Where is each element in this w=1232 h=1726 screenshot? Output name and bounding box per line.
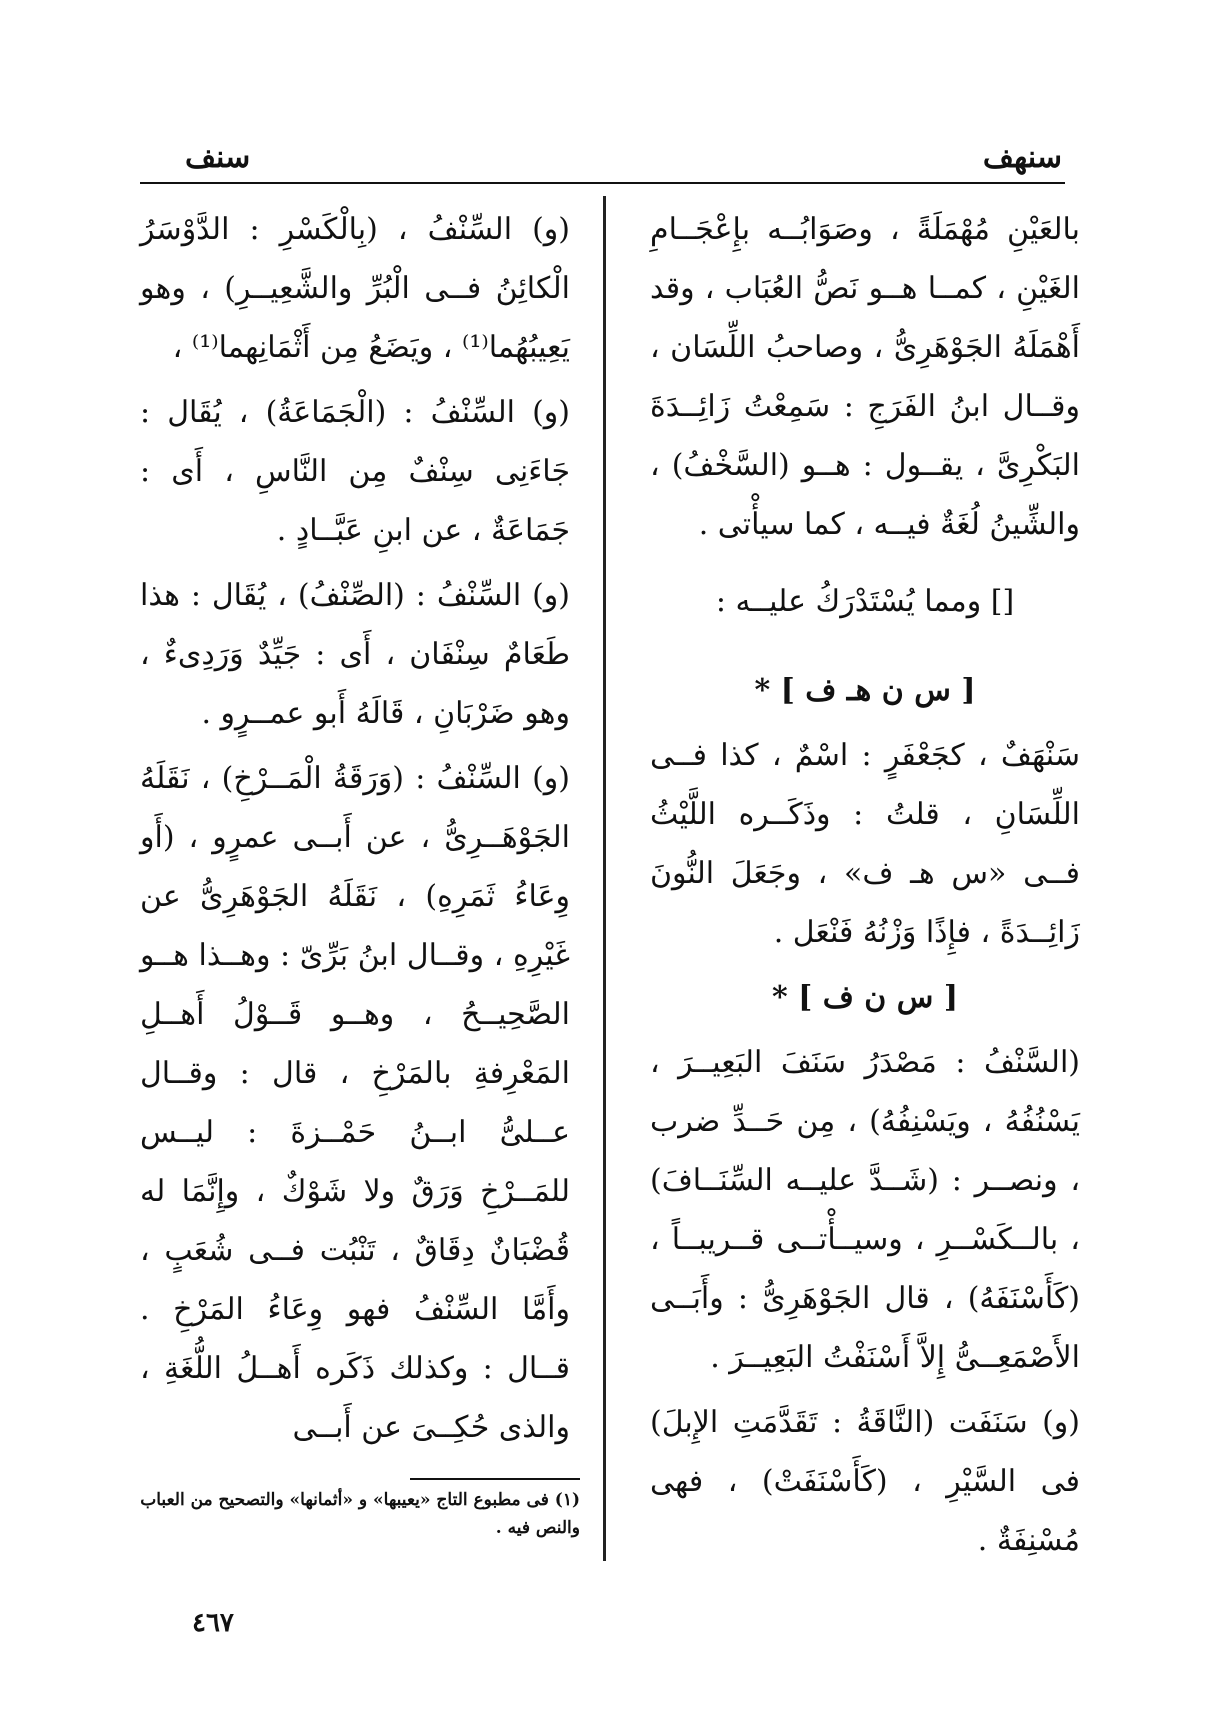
header-rule xyxy=(140,182,1065,184)
right-column xyxy=(650,200,1080,1576)
footnote-rule xyxy=(410,1478,580,1480)
entry-paragraph: (السَّنْفُ : مَصْدَرُ سَنَفَ البَعِيــرَ ، يَسْنُفُهُ ، ويَسْنِفُهُ) ، مِن حَــدِّ ضرب ، ونصــر : (شَــدَّ عليــه السِّنَــافَ) ، بالــكَسْــرِ ، وسيــأْتــى قــريبــاً ، (كَأَسْنَفَهُ) ، قال الجَوْهَرِىُّ : وأَبَــى الأَصْمَعِــىُّ إِلاَّ أَسْنَفْتُ البَعِيــرَ . xyxy=(650,1045,1080,1375)
entry-paragraph: (و) السِّنْفُ : (الصِّنْفُ) ، يُقَال : هذا طَعَامٌ سِنْفَان ، أَى : جَيِّدٌ وَرَدِىءٌ ، وهو ضَرْبَانِ ، قَالَهُ أَبو عمــرٍو . xyxy=(140,578,570,731)
running-header-left: سنف xyxy=(185,140,251,175)
column-divider xyxy=(603,196,606,1561)
page-number: ٤٦٧ xyxy=(192,1608,234,1638)
root-heading-snhf: [ س ن هـ ف ] * xyxy=(754,673,976,708)
running-header-right: سنهف xyxy=(982,140,1062,175)
entry-paragraph: (و) سَنَفَت (النَّاقَةُ : تَقَدَّمَتِ الإِبلَ) فى السَّيْرِ ، (كَأَسْنَفَتْ) ، فهى مُسْنِفَةٌ . xyxy=(650,1405,1080,1558)
entry-paragraph: (و) السِّنْفُ : (الْجَمَاعَةُ) ، يُقَال : جَاءَنِى سِنْفٌ مِن النَّاسِ ، أَى : جَمَاعَةٌ ، عن ابنِ عَبَّــادٍ . xyxy=(140,395,570,548)
left-column xyxy=(140,200,570,1463)
mustadrak-note: [] ومما يُسْتَدْرَكُ عليــه : xyxy=(715,584,1015,619)
entry-paragraph: (و) السِّنْفُ ، (بِالْكَسْرِ : الدَّوْسَرُ الْكائِنُ فــى الْبُرِّ والشَّعِيــرِ) ، وهو يَعِيبُهُما⁽¹⁾ ، ويَضَعُ مِن أَثْمَانِهما⁽¹⁾ ، xyxy=(140,212,570,365)
entry-paragraph: سَنْهَفٌ ، كجَعْفَرٍ : اسْمٌ ، كذا فــى اللِّسَانِ ، قلتُ : وذَكَــره اللَّيْثُ فــى «س هـ ف» ، وجَعَلَ النُّونَ زَائِــدَةً ، فإِذًا وَزْنُهُ فَنْعَل . xyxy=(650,738,1080,950)
entry-paragraph: بالعَيْنِ مُهْمَلَةً ، وصَوَابُــه بإِعْجَــامِ الغَيْنِ ، كمــا هــو نَصُّ العُبَاب ، وقد أَهْمَلَهُ الجَوْهَرِىُّ ، وصاحبُ اللِّسَان ، وقــال ابنُ الفَرَجِ : سَمِعْتُ زَائِــدَةَ البَكْرِىَّ ، يقــول : هــو (السَّخْفُ) ، والشِّينُ لُغَةٌ فيــه ، كما سيأْتى . xyxy=(650,212,1080,542)
footnote: (١) فى مطبوع التاج «يعيبها» و «أثمانها» والتصحيح من العباب والنص فيه . xyxy=(140,1490,580,1538)
root-heading-snf: [ س ن ف ] * xyxy=(771,980,959,1015)
entry-paragraph: (و) السِّنْفُ : (وَرَقَةُ الْمَــرْخِ) ، نَقَلَهُ الجَوْهَــرِىُّ ، عن أَبــى عمرٍو ، (أَو وِعَاءُ ثَمَرِهِ) ، نَقَلَهُ الجَوْهَرِىُّ عن غَيْرِهِ ، وقــال ابنُ بَرِّىّ : وهــذا هــو الصَّحِيــحُ ، وهــو قَــوْلُ أَهــلِ المَعْرِفةِ بالمَرْخِ ، قال : وقــال عــلىُّ ابــنُ حَمْــزةَ : ليــس للمَــرْخِ وَرَقٌ ولا شَوْكٌ ، وإِنَّمَا له قُضْبَانٌ دِقَاقٌ ، تَنْبُت فــى شُعَبٍ ، وأَمَّا السِّنْفُ فهو وِعَاءُ المَرْخِ . قــال : وكذلك ذَكَره أَهــلُ اللُّغَةِ ، والذى حُكِــىَ عن أَبــى xyxy=(140,761,570,1445)
